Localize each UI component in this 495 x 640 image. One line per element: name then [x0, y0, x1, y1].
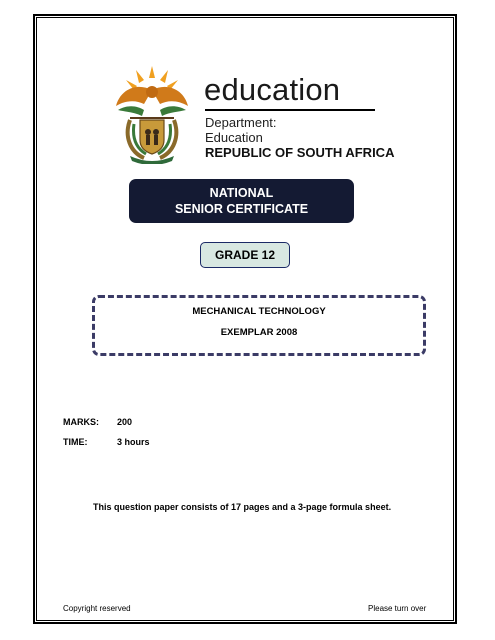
logo-wordmark: education	[204, 72, 341, 107]
certificate-line-1: NATIONAL	[209, 186, 274, 200]
subject-edition: EXEMPLAR 2008	[220, 327, 298, 338]
certificate-banner	[129, 179, 354, 223]
department-label: Department:	[205, 115, 277, 130]
department-name: Education	[205, 130, 263, 145]
subject-name: MECHANICAL TECHNOLOGY	[192, 306, 326, 317]
country-name: REPUBLIC OF SOUTH AFRICA	[205, 145, 395, 160]
marks-value: 200	[117, 417, 133, 427]
grade-badge: GRADE 12	[200, 242, 290, 268]
footer-turn-over: Please turn over	[368, 604, 427, 613]
logo-rule	[205, 109, 375, 111]
footer-copyright: Copyright reserved	[63, 604, 131, 613]
marks-label: MARKS:	[63, 417, 99, 427]
certificate-line-2: SENIOR CERTIFICATE	[174, 202, 309, 216]
subject-box	[92, 295, 426, 356]
time-label: TIME:	[63, 437, 88, 447]
paper-note: This question paper consists of 17 pages and a 3-page formula sheet.	[93, 502, 392, 512]
coat-of-arms-icon	[106, 60, 198, 164]
time-value: 3 hours	[117, 437, 150, 447]
